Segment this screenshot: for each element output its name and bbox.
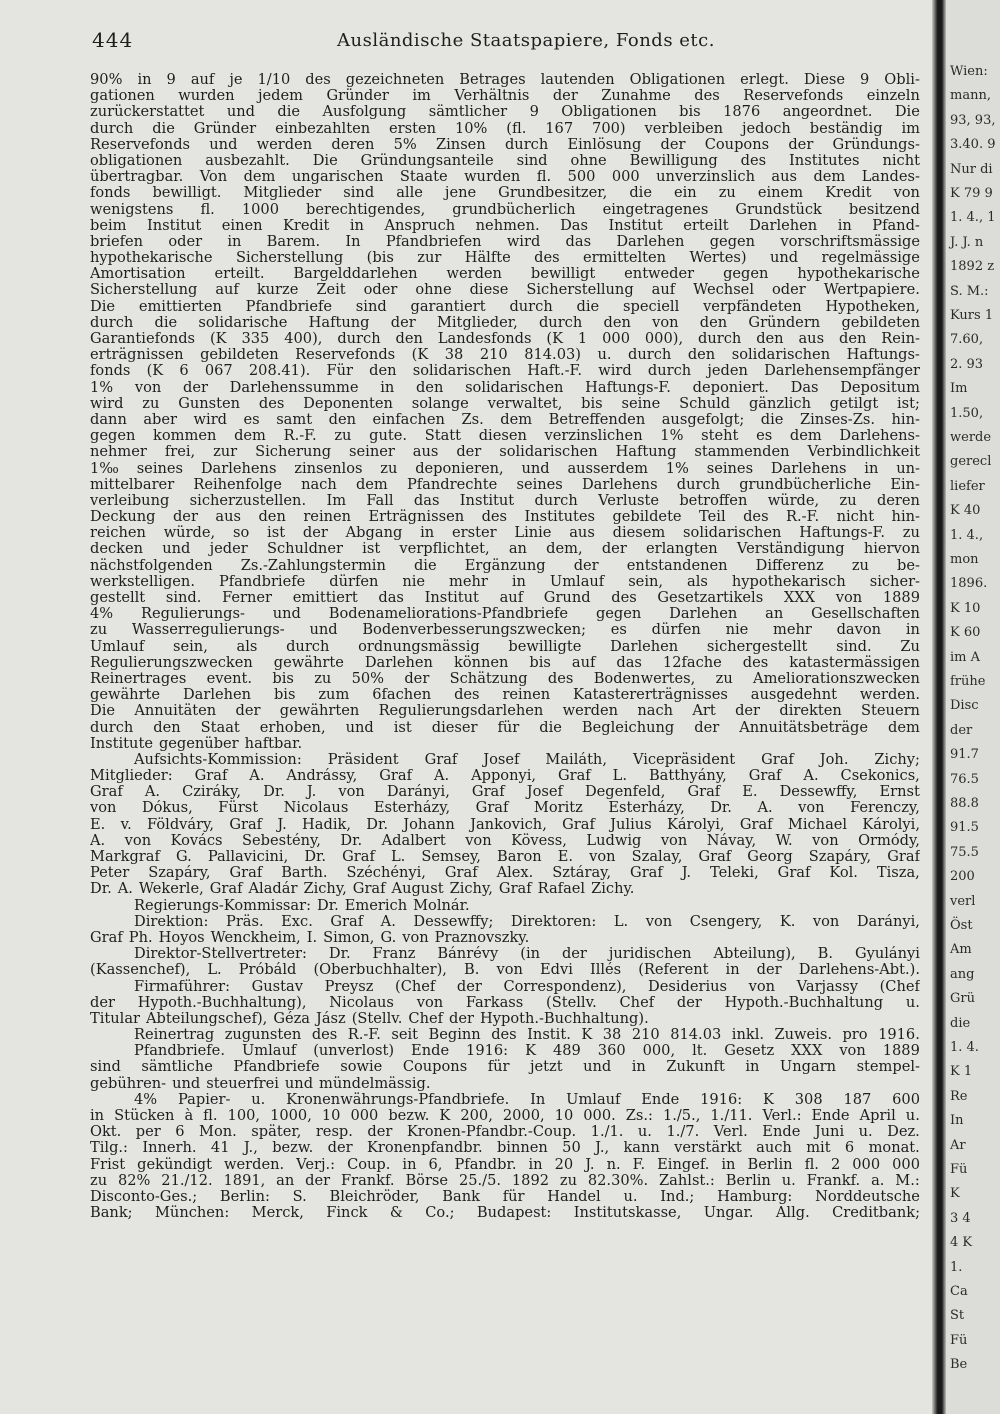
text-line: gewährte Darlehen bis zum 6fachen des reinen Katastererträgnisses ausgedehnt werden.	[90, 687, 920, 704]
adjacent-page-fragment: 2. 93	[950, 356, 984, 372]
text-line: Frist gekündigt werden. Verj.: Coup. in 6, Pfandbr. in 20 J. n. F. Eingef. in Berlin fl. 2 000 000	[90, 1156, 920, 1173]
adjacent-page-fragment: 3 4	[950, 1210, 971, 1226]
text-line: gationen wurden jedem Gründer im Verhältnis der Zunahme des Reservefonds einzeln	[90, 88, 920, 105]
text-line: Pfandbriefe. Umlauf (unverlost) Ende 1916: K 489 360 000, lt. Gesetz XXX von 1889	[134, 1043, 920, 1060]
adjacent-page-fragment: K 79 9	[950, 186, 993, 201]
text-line: Die emittierten Pfandbriefe sind garantiert durch die speciell verpfändeten Hypotheken,	[90, 298, 920, 315]
text-line: fonds (K 6 067 208.41). Für den solidarischen Haft.-F. wird durch jeden Darlehensempfänger	[90, 363, 920, 380]
adjacent-page-fragment: 1. 4., 1	[950, 210, 996, 226]
adjacent-page-fragment: 1.	[950, 1259, 963, 1275]
text-line: Peter Szapáry, Graf Barth. Széchényi, Graf Alex. Sztáray, Graf J. Teleki, Graf Kol. Tisza,	[90, 865, 920, 882]
text-line: briefen oder in Barem. In Pfandbriefen wird das Darlehen gegen vorschriftsmässige	[90, 233, 920, 250]
text-line: Bank; München: Merck, Finck & Co.; Budapest: Institutskasse, Ungar. Allg. Creditbank;	[90, 1205, 920, 1222]
text-line: Reinertrages event. bis zu 50% der Schätzung des Bodenwertes, zu Ameliorationszwecken	[90, 670, 920, 687]
adjacent-page-fragment: 88.8	[950, 796, 979, 811]
text-line: gestellt sind. Ferner emittiert das Institut auf Grund des Gesetzartikels XXX von 1889	[90, 590, 920, 606]
text-line: erträgnissen gebildeten Reservefonds (K 38 210 814.03) u. durch den solidarischen Haftungs-	[90, 347, 920, 364]
text-line: Regulierungszwecken gewährte Darlehen können bis auf das 12fache des katastermässigen	[90, 654, 920, 671]
adjacent-page-fragment: mon	[950, 552, 979, 567]
adjacent-page-fragment: im A	[950, 649, 981, 665]
adjacent-page-fragment: K 60	[950, 625, 981, 641]
adjacent-page-fragment: Fü	[950, 1332, 968, 1348]
adjacent-page-fragment: In	[950, 1113, 964, 1129]
adjacent-page-fragment: 91.5	[950, 820, 979, 836]
adjacent-page-fragment: 91.7	[950, 747, 979, 763]
adjacent-page-fragment: Disc	[950, 698, 979, 714]
adjacent-page-fragment: 93, 93,	[950, 112, 996, 128]
adjacent-page-fragment: K 10	[950, 600, 981, 616]
text-line: 4% Papier- u. Kronenwährungs-Pfandbriefe. In Umlauf Ende 1916: K 308 187 600	[134, 1091, 920, 1108]
text-line: durch die solidarische Haftung der Mitglieder, durch den von den Gründern gebildeten	[90, 314, 920, 331]
text-line: Deckung der aus den reinen Erträgnissen des Institutes gebildete Teil des R.-F. nicht hin-	[90, 509, 920, 526]
text-line: hypothekarische Sicherstellung (bis zur Hälfte des ermittelten Wertes) und regelmässige	[90, 250, 920, 267]
text-line: nehmer frei, zur Sicherung seiner aus der solidarischen Haftung stammenden Verbindlichkeit	[90, 444, 920, 461]
adjacent-page-fragment: 1896.	[950, 576, 988, 592]
adjacent-page-fragment: Grü	[950, 991, 975, 1007]
text-line: Garantiefonds (K 335 400), durch den Landesfonds (K 1 000 000), durch den aus den Rein-	[90, 331, 920, 347]
text-line: übertragbar. Von dem ungarischen Staate wurden fl. 500 000 unverzinslich aus dem Landes-	[90, 169, 920, 186]
text-line: Reservefonds und werden deren 5% Zinsen durch Einlösung der Coupons der Gründungs-	[90, 136, 920, 153]
text-line: E. v. Földváry, Graf J. Hadik, Dr. Johann Jankovich, Graf Julius Károlyi, Graf Michael Károlyi,	[90, 816, 920, 833]
adjacent-page-fragment: werde	[950, 430, 992, 445]
text-line: sind sämtliche Pfandbriefe sowie Coupons für jetzt und in Zukunft in Ungarn stempel-	[90, 1059, 920, 1076]
adjacent-page-fragment: 1. 4.	[950, 1040, 979, 1055]
adjacent-page-fragment: die	[950, 1015, 971, 1031]
text-line: Die Annuitäten der gewährten Regulierungsdarlehen werden nach Art der direkten Steuern	[90, 703, 920, 720]
adjacent-page-fragment: 1892 z	[950, 259, 995, 275]
text-line: zu 82% 21./12. 1891, an der Frankf. Börse 25./5. 1892 zu 82.30%. Zahlst.: Berlin u. Frankf. a. M.:	[90, 1172, 920, 1189]
adjacent-page-fragment: K 1	[950, 1064, 973, 1080]
adjacent-page-fragment: Fü	[950, 1162, 968, 1177]
text-line: Sicherstellung auf kurze Zeit oder ohne diese Sicherstellung auf Wechsel oder Wertpapiere.	[90, 282, 920, 299]
adjacent-page-fragment: Kurs 1	[950, 308, 994, 323]
text-line: Graf Ph. Hoyos Wenckheim, I. Simon, G. von Praznovszky.	[90, 929, 530, 946]
text-line: Firmaführer: Gustav Preysz (Chef der Correspondenz), Desiderius von Varjassy (Chef	[134, 978, 920, 995]
adjacent-page-fragment: 200	[950, 869, 975, 885]
adjacent-page-fragment: J. J. n	[950, 234, 984, 250]
adjacent-page-fragment: mann,	[950, 88, 991, 104]
text-line: Dr. A. Wekerle, Graf Aladár Zichy, Graf August Zichy, Graf Rafael Zichy.	[90, 881, 635, 898]
adjacent-page-fragment: Wien:	[950, 64, 988, 79]
text-line: decken und jeder Schuldner ist verpflichtet, an dem, der erlangten Verständigung hiervon	[90, 541, 920, 558]
text-line: verleibung sicherzustellen. Im Fall das Institut durch Verluste betroffen würde, zu deren	[90, 492, 920, 509]
text-line: reichen würde, so ist der Abgang in erster Linie aus diesem solidarischen Haftungs-F. zu	[90, 525, 920, 542]
text-line: Regierungs-Kommissar: Dr. Emerich Molnár.	[134, 897, 470, 914]
text-line: Direktion: Präs. Exc. Graf A. Dessewffy; Direktoren: L. von Csengery, K. von Darányi,	[134, 913, 920, 930]
text-line: Reinertrag zugunsten des R.-F. seit Beginn des Instit. K 38 210 814.03 inkl. Zuweis. pro 1916.	[134, 1027, 920, 1044]
adjacent-page-fragment: Nur di	[950, 161, 993, 177]
text-line: A. von Kovács Sebestény, Dr. Adalbert von Kövess, Ludwig von Návay, W. von Ormódy,	[90, 832, 920, 849]
text-line: (Kassenchef), L. Próbáld (Oberbuchhalter), B. von Edvi Illés (Referent in der Darlehens-Abt.).	[90, 962, 920, 979]
text-line: Umlauf sein, als durch ordnungsmässig bewilligte Darlehen sichergestellt sind. Zu	[90, 638, 920, 655]
adjacent-page-fragment: Öst	[950, 918, 973, 933]
adjacent-page-fragment: K	[950, 1186, 960, 1202]
text-line: nächstfolgenden Zs.-Zahlungstermin die Ergänzung der entstandenen Differenz zu be-	[90, 557, 920, 574]
text-line: Graf A. Cziráky, Dr. J. von Darányi, Graf Josef Degenfeld, Graf E. Dessewffy, Ernst	[90, 784, 920, 801]
text-line: 90% in 9 auf je 1/10 des gezeichneten Betrages lautenden Obligationen erlegt. Diese 9 Obli-	[90, 72, 920, 88]
adjacent-page-fragment: 76.5	[950, 771, 979, 787]
adjacent-page-fragment: 3.40. 9	[950, 137, 996, 153]
text-line: 1‰ seines Darlehens zinsenlos zu deponieren, und ausserdem 1% seines Darlehens in un-	[90, 460, 920, 477]
adjacent-page-fragment: Ca	[950, 1284, 968, 1299]
text-line: Institute gegenüber haftbar.	[90, 735, 303, 752]
text-line: Direktor-Stellvertreter: Dr. Franz Bánrévy (in der juridischen Abteilung), B. Gyulányi	[134, 946, 920, 963]
adjacent-page-fragment: K 40	[950, 503, 981, 519]
adjacent-page-fragment: 75.5	[950, 844, 979, 860]
text-line: 1% von der Darlehenssumme in den solidarischen Haftungs-F. deponiert. Das Depositum	[90, 379, 920, 396]
text-line: obligationen ausbezahlt. Die Gründungsanteile sind ohne Bewilligung des Institutes nicht	[90, 152, 920, 169]
adjacent-page-fragment: St	[950, 1308, 965, 1324]
adjacent-page-fragment: ang	[950, 966, 975, 982]
text-line: fonds bewilligt. Mitglieder sind alle jene Grundbesitzer, die ein zu einem Kredit von	[90, 185, 920, 202]
text-line: wird zu Gunsten des Deponenten solange verwaltet, bis seine Schuld gänzlich getilgt ist;	[90, 395, 920, 412]
adjacent-page-fragment: 7.60,	[950, 332, 984, 348]
text-line: mittelbarer Reihenfolge nach dem Pfandrechte seines Darlehens durch grundbücherliche Ein-	[90, 476, 920, 493]
text-line: Tilg.: Innerh. 41 J., bezw. der Kronenpfandbr. binnen 50 J., kann verstärkt auch mit 6 monat.	[90, 1140, 920, 1157]
text-line: Okt. per 6 Mon. später, resp. der Kronen-Pfandbr.-Coup. 1./1. u. 1./7. Verl. Ende Juni u. Dez.	[90, 1124, 920, 1141]
adjacent-page-fragment: 1. 4.,	[950, 527, 984, 543]
text-line: der Hypoth.-Buchhaltung), Nicolaus von Farkass (Stellv. Chef der Hypoth.-Buchhaltung u.	[90, 994, 920, 1011]
text-line: Mitglieder: Graf A. Andrássy, Graf A. Apponyi, Graf L. Batthyány, Graf A. Csekonics,	[90, 768, 920, 785]
text-line: beim Institut einen Kredit in Anspruch nehmen. Das Institut erteilt Darlehen in Pfand-	[90, 217, 920, 234]
adjacent-page-fragment: frühe	[950, 674, 986, 689]
adjacent-page-fragment: Re	[950, 1088, 968, 1104]
adjacent-page-fragment: 1.50,	[950, 405, 984, 421]
text-line: durch den Staat erhoben, und ist dieser für die Begleichung der Annuitätsbeträge dem	[90, 719, 920, 736]
text-line: gegen kommen dem R.-F. zu gute. Statt diesen verzinslichen 1% steht es dem Darlehens-	[90, 428, 920, 445]
adjacent-page-fragment: Im	[950, 381, 968, 397]
text-line: 4% Regulierungs- und Bodenameliorations-Pfandbriefe gegen Darlehen an Gesellschaften	[90, 606, 920, 623]
adjacent-page-fragment: gerecl	[950, 454, 992, 470]
adjacent-page-fragment: Am	[950, 942, 972, 958]
text-line: durch die Gründer einbezahlten ersten 10% (fl. 167 700) verbleiben jedoch beständig im	[90, 120, 920, 137]
adjacent-page-fragment: Be	[950, 1357, 968, 1373]
text-line: dann aber wird es samt den einfachen Zs. dem Betreffenden ausgefolgt; die Zinses-Zs. hin-	[90, 411, 920, 428]
adjacent-page-fragment: Ar	[950, 1137, 966, 1153]
adjacent-page-fragment: liefer	[950, 478, 985, 494]
running-title: Ausländische Staatspapiere, Fonds etc.	[337, 30, 715, 51]
adjacent-page-fragment: verl	[950, 893, 976, 909]
text-line: zu Wasserregulierungs- und Bodenverbesserungszwecken; es dürfen nie mehr davon in	[90, 622, 920, 639]
text-line: in Stücken à fl. 100, 1000, 10 000 bezw. K 200, 2000, 10 000. Zs.: 1./5., 1./11. Verl.: Ende April u.	[90, 1108, 920, 1124]
text-line: Disconto-Ges.; Berlin: S. Bleichröder, Bank für Handel u. Ind.; Hamburg: Norddeutsche	[90, 1188, 920, 1205]
text-line: werkstelligen. Pfandbriefe dürfen nie mehr in Umlauf sein, als hypothekarisch sicher-	[90, 573, 920, 590]
book-gutter	[932, 0, 946, 1414]
text-line: gebühren- und steuerfrei und mündelmässig.	[90, 1075, 431, 1092]
adjacent-page-fragment: 4 K	[950, 1235, 973, 1251]
text-line: zurückerstattet und die Ausfolgung sämtlicher 9 Obligationen bis 1876 angeordnet. Die	[90, 104, 920, 121]
text-line: Amortisation erteilt. Bargelddarlehen werden bewilligt entweder gegen hypothekarische	[90, 266, 920, 283]
adjacent-page-fragment: der	[950, 722, 973, 738]
text-line: Titular Abteilungschef), Géza Jász (Stellv. Chef der Hypoth.-Buchhaltung).	[90, 1010, 649, 1027]
text-line: von Dókus, Fürst Nicolaus Esterházy, Graf Moritz Esterházy, Dr. A. von Ferenczy,	[90, 800, 920, 817]
text-line: Aufsichts-Kommission: Präsident Graf Josef Mailáth, Vicepräsident Graf Joh. Zichy;	[134, 751, 920, 768]
adjacent-page-edge	[946, 0, 1000, 1414]
text-line: wenigstens fl. 1000 berechtigendes, grundbücherlich eingetragenes Grundstück besitzend	[90, 201, 920, 218]
body-text	[90, 72, 920, 1221]
page-number: 444	[92, 28, 134, 52]
text-line: Markgraf G. Pallavicini, Dr. Graf L. Semsey, Baron E. von Szalay, Graf Georg Szapáry, Graf	[90, 849, 920, 865]
page-header	[92, 28, 922, 54]
adjacent-page-fragment: S. M.:	[950, 283, 989, 299]
